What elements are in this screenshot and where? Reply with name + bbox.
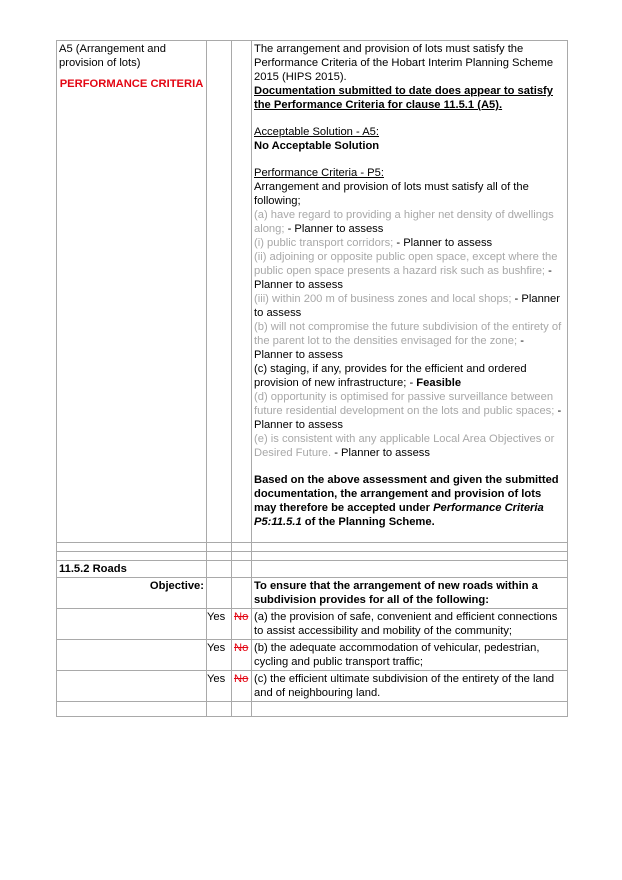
criteria-item-note: (c) staging, if any, provides for the efficient and ordered provision of new infrastructure; - [254, 363, 527, 389]
criteria-item-text: (b) will not compromise the future subdivision of the entirety of the parent lot to the densities envisaged for the zone; [254, 321, 562, 347]
no-option: No [232, 640, 252, 671]
row-a5-no-cell [232, 41, 252, 543]
objective-text: To ensure that the arrangement of new roads within a subdivision provides for all of the following: [252, 578, 568, 609]
criteria-item [254, 292, 565, 320]
performance-criteria-intro: Arrangement and provision of lots must satisfy all of the following; [254, 181, 529, 207]
documentation-statement: Documentation submitted to date does appear to satisfy the Performance Criteria for clause 11.5.1 (A5). [254, 85, 553, 111]
criteria-item-note: - Planner to assess [254, 405, 562, 431]
no-option: No [232, 671, 252, 702]
yes-option: Yes [207, 640, 232, 671]
conclusion-text: Based on the above assessment and given the submitted documentation, the arrangement and provision of lots may therefore be accepted under [254, 474, 559, 514]
objective-item: (a) the provision of safe, convenient and efficient connections to assist accessibility and mobility of the community; [252, 609, 568, 640]
objective-row [57, 578, 568, 609]
objective-label: Objective: [57, 578, 207, 609]
criteria-item [254, 362, 565, 390]
spacer-row [57, 543, 568, 552]
criteria-item-text: (a) have regard to providing a higher net density of dwellings along; [254, 209, 554, 235]
criteria-item-text: (e) is consistent with any applicable Local Area Objectives or Desired Future. [254, 433, 555, 459]
acceptable-solution-heading: Acceptable Solution - A5: [254, 126, 380, 138]
section-heading: 11.5.2 Roads [57, 561, 207, 578]
criteria-item-note: - Planner to assess [331, 447, 430, 459]
clause-label: A5 (Arrangement and provision of lots) [59, 43, 166, 69]
criteria-item-text: (ii) adjoining or opposite public open space, except where the public open space presents a hazard risk such as bushfire; [254, 251, 558, 277]
objective-item: (c) the efficient ultimate subdivision of the entirety of the land and of neighbouring land. [252, 671, 568, 702]
conclusion-text-end: of the Planning Scheme. [301, 516, 435, 528]
criteria-item [254, 390, 565, 432]
yes-option: Yes [207, 671, 232, 702]
row-a5-content-cell [252, 41, 568, 543]
criteria-item-result: Feasible [416, 377, 462, 389]
conclusion-clause: Performance Criteria P5:11.5.1 [254, 502, 544, 528]
performance-criteria-label: PERFORMANCE CRITERIA [59, 78, 204, 90]
assessment-table [56, 40, 568, 717]
spacer-row [57, 702, 568, 717]
yes-option: Yes [207, 609, 232, 640]
conclusion [254, 473, 565, 529]
roads-heading-row [57, 561, 568, 578]
row-a5-label-cell [57, 41, 207, 543]
objective-item-row [57, 640, 568, 671]
criteria-item-note: - Planner to assess [254, 265, 552, 291]
criteria-item-text: (i) public transport corridors; [254, 237, 394, 249]
row-a5-yes-cell [207, 41, 232, 543]
criteria-item-note: - Planner to assess [284, 223, 384, 235]
criteria-item [254, 432, 565, 460]
criteria-item [254, 250, 565, 292]
criteria-item-note: - Planner to assess [254, 335, 524, 361]
criteria-item-note: - Planner to assess [254, 293, 560, 319]
criteria-item [254, 208, 565, 236]
row-a5 [57, 41, 568, 543]
spacer-row [57, 552, 568, 561]
acceptable-solution-value: No Acceptable Solution [254, 140, 380, 152]
criteria-item [254, 320, 565, 362]
intro-text: The arrangement and provision of lots must satisfy the Performance Criteria of the Hobart Interim Planning Scheme 2015 (HIPS 2015). [254, 43, 554, 83]
criteria-item-note: - Planner to assess [393, 237, 493, 249]
objective-item-row [57, 609, 568, 640]
objective-item-row [57, 671, 568, 702]
criteria-item [254, 236, 565, 250]
performance-criteria-heading: Performance Criteria - P5: [254, 167, 384, 179]
criteria-item-text: (d) opportunity is optimised for passive surveillance between future residential development on the lots and public spaces; [254, 391, 555, 417]
objective-item: (b) the adequate accommodation of vehicular, pedestrian, cycling and public transport traffic; [252, 640, 568, 671]
no-option: No [232, 609, 252, 640]
criteria-item-text: (iii) within 200 m of business zones and local shops; [254, 293, 512, 305]
